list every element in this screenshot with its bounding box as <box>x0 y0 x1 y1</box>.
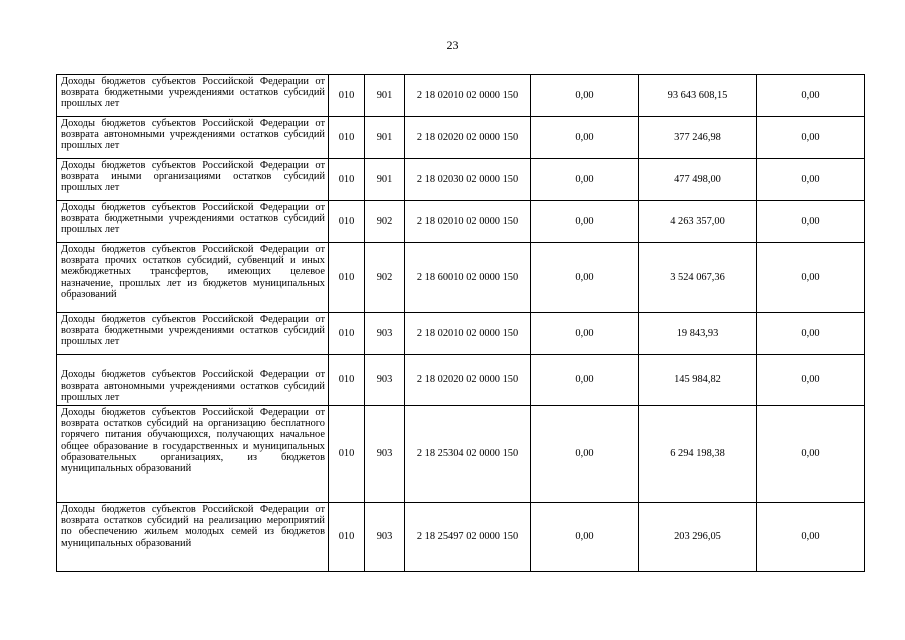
row-kbk: 2 18 02020 02 0000 150 <box>405 355 531 406</box>
row-value-3: 0,00 <box>757 313 865 355</box>
row-value-3: 0,00 <box>757 355 865 406</box>
row-code-a: 010 <box>329 159 365 201</box>
row-kbk: 2 18 60010 02 0000 150 <box>405 243 531 313</box>
row-code-a: 010 <box>329 243 365 313</box>
row-value-1: 0,00 <box>531 243 639 313</box>
row-code-a: 010 <box>329 355 365 406</box>
revenue-table <box>56 74 865 572</box>
row-value-3: 0,00 <box>757 243 865 313</box>
row-kbk: 2 18 02010 02 0000 150 <box>405 201 531 243</box>
row-kbk: 2 18 02030 02 0000 150 <box>405 159 531 201</box>
table-row <box>57 406 865 503</box>
table-row <box>57 117 865 159</box>
table-row <box>57 159 865 201</box>
row-value-1: 0,00 <box>531 117 639 159</box>
row-code-b: 902 <box>365 243 405 313</box>
row-value-3: 0,00 <box>757 75 865 117</box>
row-value-2: 93 643 608,15 <box>639 75 757 117</box>
row-code-a: 010 <box>329 75 365 117</box>
row-code-a: 010 <box>329 503 365 572</box>
table-row <box>57 355 865 406</box>
row-value-1: 0,00 <box>531 75 639 117</box>
row-description: Доходы бюджетов субъектов Российской Федерации от возврата бюджетными учреждениями остатков субсидий прошлых лет <box>57 75 329 117</box>
row-value-2: 6 294 198,38 <box>639 406 757 503</box>
row-description: Доходы бюджетов субъектов Российской Федерации от возврата бюджетными учреждениями остатков субсидий прошлых лет <box>57 313 329 355</box>
table-row <box>57 75 865 117</box>
row-value-1: 0,00 <box>531 503 639 572</box>
row-value-2: 3 524 067,36 <box>639 243 757 313</box>
row-value-1: 0,00 <box>531 313 639 355</box>
row-value-2: 4 263 357,00 <box>639 201 757 243</box>
row-description: Доходы бюджетов субъектов Российской Федерации от возврата иными организациями остатков субсидий прошлых лет <box>57 159 329 201</box>
row-code-a: 010 <box>329 406 365 503</box>
row-code-b: 901 <box>365 117 405 159</box>
row-value-3: 0,00 <box>757 406 865 503</box>
table-row <box>57 503 865 572</box>
row-kbk: 2 18 25304 02 0000 150 <box>405 406 531 503</box>
row-description: Доходы бюджетов субъектов Российской Федерации от возврата автономными учреждениями остатков субсидий прошлых лет <box>57 117 329 159</box>
row-value-3: 0,00 <box>757 201 865 243</box>
row-code-b: 903 <box>365 503 405 572</box>
row-description: Доходы бюджетов субъектов Российской Федерации от возврата автономными учреждениями остатков субсидий прошлых лет <box>57 355 329 406</box>
row-value-1: 0,00 <box>531 201 639 243</box>
row-description: Доходы бюджетов субъектов Российской Федерации от возврата бюджетными учреждениями остатков субсидий прошлых лет <box>57 201 329 243</box>
row-value-1: 0,00 <box>531 355 639 406</box>
row-value-1: 0,00 <box>531 406 639 503</box>
page-number: 23 <box>446 38 459 52</box>
row-code-b: 903 <box>365 406 405 503</box>
row-value-1: 0,00 <box>531 159 639 201</box>
row-code-b: 903 <box>365 313 405 355</box>
table-row <box>57 243 865 313</box>
row-code-b: 902 <box>365 201 405 243</box>
row-value-2: 377 246,98 <box>639 117 757 159</box>
row-code-b: 903 <box>365 355 405 406</box>
row-description: Доходы бюджетов субъектов Российской Федерации от возврата остатков субсидий на реализацию мероприятий по обеспечению жильем молодых семей из бюджетов муниципальных образований <box>57 503 329 572</box>
row-kbk: 2 18 25497 02 0000 150 <box>405 503 531 572</box>
row-code-a: 010 <box>329 117 365 159</box>
row-code-b: 901 <box>365 75 405 117</box>
row-description: Доходы бюджетов субъектов Российской Федерации от возврата прочих остатков субсидий, субвенций и иных межбюджетных трансфертов, имеющих целевое назначение, прошлых лет из бюджетов муниципальных образований <box>57 243 329 313</box>
row-value-3: 0,00 <box>757 117 865 159</box>
row-value-2: 145 984,82 <box>639 355 757 406</box>
row-kbk: 2 18 02010 02 0000 150 <box>405 313 531 355</box>
row-code-a: 010 <box>329 313 365 355</box>
row-kbk: 2 18 02010 02 0000 150 <box>405 75 531 117</box>
row-description: Доходы бюджетов субъектов Российской Федерации от возврата остатков субсидий на организацию бесплатного горячего питания обучающихся, получающих начальное общее образование в государственных и муниципальных образовательных организациях, из бюджетов муниципальных образований <box>57 406 329 503</box>
table-row <box>57 313 865 355</box>
row-value-2: 203 296,05 <box>639 503 757 572</box>
table-row <box>57 201 865 243</box>
row-code-b: 901 <box>365 159 405 201</box>
row-code-a: 010 <box>329 201 365 243</box>
row-value-3: 0,00 <box>757 159 865 201</box>
row-kbk: 2 18 02020 02 0000 150 <box>405 117 531 159</box>
row-value-2: 477 498,00 <box>639 159 757 201</box>
row-value-3: 0,00 <box>757 503 865 572</box>
row-value-2: 19 843,93 <box>639 313 757 355</box>
